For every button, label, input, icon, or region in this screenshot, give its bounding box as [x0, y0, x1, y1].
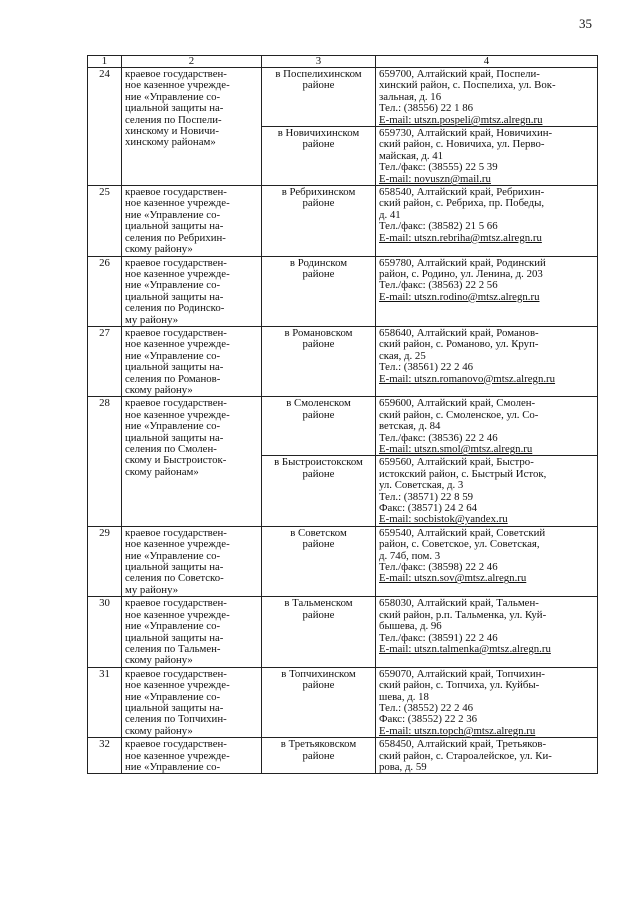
organization-line: селения по Родинско- — [125, 303, 225, 315]
contact-line: 659730, Алтайский край, Новичихин- — [379, 128, 553, 140]
contact-cell — [376, 127, 598, 186]
contact-cell — [376, 68, 598, 127]
contact-line: район, с. Родино, ул. Ленина, д. 203 — [379, 268, 543, 280]
contact-line: шева, д. 18 — [379, 691, 429, 703]
organization-line: краевое государствен- — [125, 527, 227, 539]
email-line: E-mail: utszn.topch@mtsz.alregn.ru — [379, 725, 536, 737]
row-number: 25 — [88, 186, 122, 256]
organization-line: скому и Быстроисток- — [125, 455, 227, 467]
contact-cell — [376, 256, 598, 326]
row-number: 30 — [88, 597, 122, 667]
contact-line: 659540, Алтайский край, Советский — [379, 527, 546, 539]
district-line: в Родинском — [289, 257, 348, 269]
contact-line: ский район, с. Топчиха, ул. Куйбы- — [379, 680, 540, 692]
column-header: 1 — [88, 56, 122, 68]
district-line: в Топчихинском — [281, 668, 356, 680]
organization-cell — [122, 256, 262, 326]
table-row — [88, 326, 598, 396]
organization-line: селения по Поспели- — [125, 114, 222, 126]
organization-line: краевое государствен- — [125, 257, 227, 269]
organization-line: ние «Управление со- — [125, 350, 221, 362]
organization-line: ние «Управление со- — [125, 761, 221, 773]
organization-line: циальной защиты на- — [125, 362, 224, 374]
organization-line: ное казенное учрежде- — [125, 750, 230, 762]
table-row — [88, 256, 598, 326]
table-row — [88, 186, 598, 256]
district-line: районе — [302, 80, 335, 92]
organization-line: скому району» — [125, 655, 193, 667]
district-line: в Романовском — [284, 327, 353, 339]
organization-line: краевое государствен- — [125, 668, 227, 680]
organization-line: селения по Советско- — [125, 573, 224, 585]
contact-cell — [376, 526, 598, 596]
organization-line: ние «Управление со- — [125, 691, 221, 703]
contact-line: ский район, с. Смоленское, ул. Со- — [379, 409, 539, 421]
table-row — [88, 667, 598, 737]
contact-line: ский район, с. Романово, ул. Круп- — [379, 339, 539, 351]
organization-line: селения по Ребрихин- — [125, 232, 226, 244]
district-cell — [262, 397, 376, 456]
contact-line: 659600, Алтайский край, Смолен- — [379, 398, 536, 410]
email-line: E-mail: utszn.talmenka@mtsz.alregn.ru — [379, 643, 551, 655]
organization-cell — [122, 667, 262, 737]
contact-line: 659560, Алтайский край, Быстро- — [379, 457, 534, 469]
organization-line: ное казенное учрежде- — [125, 339, 230, 351]
row-number: 27 — [88, 326, 122, 396]
organization-cell — [122, 68, 262, 186]
organization-cell — [122, 397, 262, 526]
district-cell — [262, 738, 376, 774]
organization-cell — [122, 326, 262, 396]
district-line: в Новичихинском — [277, 128, 360, 140]
contact-line: Тел.: (38556) 22 1 86 — [379, 103, 474, 115]
organization-line: ное казенное учрежде- — [125, 198, 230, 210]
table-row — [88, 738, 598, 774]
contact-line: район, с. Советское, ул. Советская, — [379, 539, 540, 551]
organization-line: циальной защиты на- — [125, 562, 224, 574]
organization-line: хинскому и Новичи- — [125, 126, 219, 138]
organization-line: скому районам» — [125, 466, 199, 478]
contact-cell — [376, 326, 598, 396]
organization-line: ние «Управление со- — [125, 550, 221, 562]
contact-line: майская, д. 41 — [379, 150, 444, 162]
organization-cell — [122, 597, 262, 667]
district-line: в Советском — [290, 527, 347, 539]
organization-line: селения по Смолен- — [125, 444, 217, 455]
contact-line: Факс: (38571) 24 2 64 — [379, 503, 478, 515]
table-body — [88, 56, 598, 774]
contact-line: 658640, Алтайский край, Романов- — [379, 327, 539, 339]
organization-line: ное казенное учрежде- — [125, 80, 230, 92]
organization-line: му району» — [125, 584, 179, 596]
row-number: 28 — [88, 397, 122, 526]
district-line: районе — [302, 139, 335, 151]
organization-line: ние «Управление со- — [125, 280, 221, 292]
district-cell — [262, 597, 376, 667]
district-line: в Третьяковском — [280, 739, 357, 751]
district-cell — [262, 256, 376, 326]
contact-line: ская, д. 25 — [379, 350, 426, 362]
column-header: 2 — [122, 56, 262, 68]
row-number: 24 — [88, 68, 122, 186]
district-line: районе — [302, 268, 335, 280]
district-line: в Быстроистокском — [274, 457, 363, 469]
organization-line: циальной защиты на- — [125, 432, 224, 444]
organization-line: циальной защиты на- — [125, 702, 224, 714]
organization-line: селения по Романов- — [125, 373, 221, 385]
contact-line: д. 74б, пом. 3 — [379, 550, 441, 562]
organization-line: краевое государствен- — [125, 739, 227, 751]
contact-line: 658030, Алтайский край, Тальмен- — [379, 598, 539, 610]
district-cell — [262, 186, 376, 256]
district-line: районе — [302, 339, 335, 351]
organization-line: краевое государствен- — [125, 327, 227, 339]
contact-line: ский район, с. Ребриха, пр. Победы, — [379, 198, 545, 210]
organization-line: ние «Управление со- — [125, 421, 221, 433]
email-line: E-mail: utszn.sov@mtsz.alregn.ru — [379, 573, 527, 585]
organization-line: му району» — [125, 314, 179, 326]
contact-line: д. 41 — [379, 209, 401, 221]
contact-line: 659700, Алтайский край, Поспели- — [379, 69, 540, 80]
organization-line: циальной защиты на- — [125, 221, 224, 233]
organization-line: краевое государствен- — [125, 398, 227, 410]
organization-line: циальной защиты на- — [125, 291, 224, 303]
district-line: районе — [302, 198, 335, 210]
contact-line: Тел.: (38571) 22 8 59 — [379, 491, 474, 503]
organization-cell — [122, 738, 262, 774]
organization-line: селения по Тальмен- — [125, 643, 221, 655]
organization-line: селения по Топчихин- — [125, 714, 227, 726]
contact-line: хинский район, с. Поспелиха, ул. Вок- — [379, 80, 556, 92]
contact-cell — [376, 738, 598, 774]
organization-line: скому району» — [125, 244, 193, 256]
contact-line: рова, д. 59 — [379, 761, 427, 773]
table-header-row — [88, 56, 598, 68]
contact-line: Тел./факс: (38555) 22 5 39 — [379, 162, 498, 174]
district-cell — [262, 68, 376, 127]
organization-line: хинскому районам» — [125, 137, 216, 149]
district-cell — [262, 667, 376, 737]
organization-line: ние «Управление со- — [125, 621, 221, 633]
column-header: 3 — [262, 56, 376, 68]
organization-line: краевое государствен- — [125, 187, 227, 199]
organization-line: циальной защиты на- — [125, 632, 224, 644]
district-line: в Смоленском — [286, 398, 351, 410]
email-line: E-mail: utszn.romanovo@mtsz.alregn.ru — [379, 373, 556, 385]
district-cell — [262, 127, 376, 186]
contact-line: ский район, с. Новичиха, ул. Перво- — [379, 139, 545, 151]
contact-line: Тел./факс: (38536) 22 2 46 — [379, 432, 498, 444]
organization-line: краевое государствен- — [125, 69, 227, 80]
contact-line: истокский район, с. Быстрый Исток, — [379, 468, 547, 480]
row-number: 29 — [88, 526, 122, 596]
contact-line: Тел.: (38561) 22 2 46 — [379, 362, 474, 374]
email-line: E-mail: utszn.smol@mtsz.alregn.ru — [379, 444, 533, 455]
organization-line: ное казенное учрежде- — [125, 539, 230, 551]
row-number: 26 — [88, 256, 122, 326]
district-line: районе — [302, 609, 335, 621]
contact-cell — [376, 397, 598, 456]
contact-line: бышева, д. 96 — [379, 621, 442, 633]
organization-cell — [122, 186, 262, 256]
column-header: 4 — [376, 56, 598, 68]
email-line: E-mail: utszn.rebriha@mtsz.alregn.ru — [379, 232, 542, 244]
contact-line: Тел./факс: (38591) 22 2 46 — [379, 632, 498, 644]
district-line: в Тальменском — [284, 598, 353, 610]
district-cell — [262, 526, 376, 596]
contact-cell — [376, 456, 598, 526]
contact-line: Тел./факс: (38582) 21 5 66 — [379, 221, 498, 233]
table-row — [88, 68, 598, 127]
district-line: районе — [302, 539, 335, 551]
district-line: районе — [302, 680, 335, 692]
district-line: районе — [302, 409, 335, 421]
district-line: в Поспелихинском — [275, 69, 362, 80]
organization-line: циальной защиты на- — [125, 103, 224, 115]
contact-line: 659780, Алтайский край, Родинский — [379, 257, 546, 269]
contact-line: ветская, д. 84 — [379, 421, 441, 433]
row-number: 31 — [88, 667, 122, 737]
contact-line: зальная, д. 16 — [379, 91, 442, 103]
row-number: 32 — [88, 738, 122, 774]
district-line: районе — [302, 468, 335, 480]
contact-line: 658540, Алтайский край, Ребрихин- — [379, 187, 545, 199]
organization-line: ние «Управление со- — [125, 91, 221, 103]
organization-line: скому району» — [125, 725, 193, 737]
email-line: E-mail: socbistok@yandex.ru — [379, 514, 508, 526]
contact-line: 658450, Алтайский край, Третьяков- — [379, 739, 547, 751]
district-cell — [262, 456, 376, 526]
organization-line: ное казенное учрежде- — [125, 268, 230, 280]
page-number: 35 — [579, 16, 592, 31]
district-cell — [262, 326, 376, 396]
email-line: E-mail: utszn.pospeli@mtsz.alregn.ru — [379, 114, 543, 126]
district-line: районе — [302, 750, 335, 762]
contact-line: ский район, р.п. Тальменка, ул. Куй- — [379, 609, 547, 621]
contact-cell — [376, 186, 598, 256]
contact-line: Тел./факс: (38598) 22 2 46 — [379, 562, 498, 574]
contact-line: Факс: (38552) 22 2 36 — [379, 714, 478, 726]
table-row — [88, 597, 598, 667]
contact-line: Тел./факс: (38563) 22 2 56 — [379, 280, 498, 292]
district-line: в Ребрихинском — [281, 187, 356, 199]
contact-cell — [376, 667, 598, 737]
contact-line: Тел.: (38552) 22 2 46 — [379, 702, 474, 714]
table-row — [88, 526, 598, 596]
organization-line: ние «Управление со- — [125, 209, 221, 221]
email-line: E-mail: utszn.rodino@mtsz.alregn.ru — [379, 291, 540, 303]
table-row — [88, 397, 598, 456]
institutions-table — [87, 55, 598, 774]
email-line: E-mail: novuszn@mail.ru — [379, 173, 491, 185]
organization-line: ное казенное учрежде- — [125, 409, 230, 421]
organization-line: краевое государствен- — [125, 598, 227, 610]
organization-cell — [122, 526, 262, 596]
contact-line: ский район, с. Староалейское, ул. Ки- — [379, 750, 552, 762]
organization-line: ное казенное учрежде- — [125, 609, 230, 621]
contact-line: 659070, Алтайский край, Топчихин- — [379, 668, 546, 680]
organization-line: ное казенное учрежде- — [125, 680, 230, 692]
organization-line: скому району» — [125, 384, 193, 396]
contact-line: ул. Советская, д. 3 — [379, 480, 464, 492]
contact-cell — [376, 597, 598, 667]
